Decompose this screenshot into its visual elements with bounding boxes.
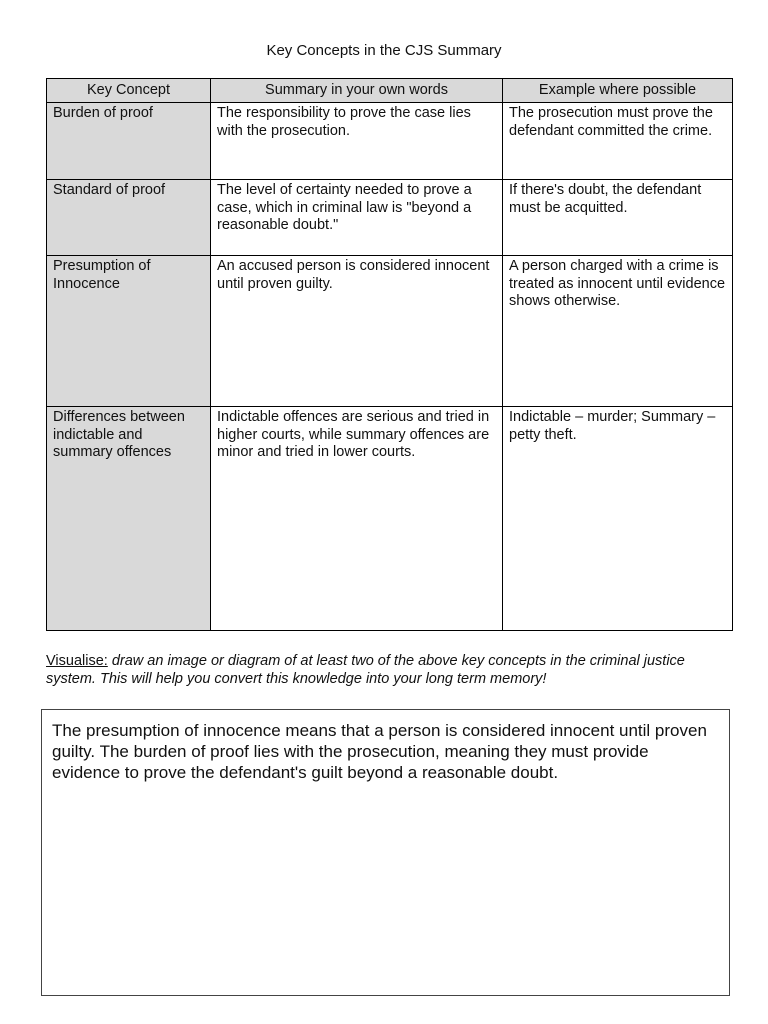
header-key-concept: Key Concept — [47, 79, 211, 103]
table-header-row — [47, 79, 733, 103]
example-cell[interactable]: If there's doubt, the defendant must be acquitted. — [503, 180, 733, 256]
concept-cell: Differences between indictable and summary offences — [47, 407, 211, 631]
key-concepts-table — [46, 78, 733, 631]
concept-cell: Burden of proof — [47, 103, 211, 180]
summary-cell[interactable]: The responsibility to prove the case lies with the prosecution. — [211, 103, 503, 180]
summary-cell[interactable]: An accused person is considered innocent until proven guilty. — [211, 256, 503, 407]
visualise-label: Visualise: — [46, 653, 108, 669]
visualise-instructions — [46, 653, 726, 688]
summary-cell[interactable]: The level of certainty needed to prove a case, which in criminal law is "beyond a reasonable doubt." — [211, 180, 503, 256]
header-example: Example where possible — [503, 79, 733, 103]
concept-cell: Standard of proof — [47, 180, 211, 256]
visualise-instruction-text: draw an image or diagram of at least two of the above key concepts in the criminal justice system. This will help you convert this knowledge into your long term memory! — [46, 653, 685, 687]
table-row — [47, 407, 733, 631]
summary-cell[interactable]: Indictable offences are serious and tried in higher courts, while summary offences are minor and tried in lower courts. — [211, 407, 503, 631]
answer-box[interactable] — [41, 709, 730, 996]
header-summary: Summary in your own words — [211, 79, 503, 103]
table-row — [47, 180, 733, 256]
example-cell[interactable]: A person charged with a crime is treated as innocent until evidence shows otherwise. — [503, 256, 733, 407]
answer-text: The presumption of innocence means that a person is considered innocent until proven guilty. The burden of proof lies with the prosecution, meaning they must provide evidence to prove the defendant's guilt beyond a reasonable doubt. — [52, 721, 707, 782]
table-row — [47, 256, 733, 407]
table-row — [47, 103, 733, 180]
example-cell[interactable]: The prosecution must prove the defendant committed the crime. — [503, 103, 733, 180]
page-title: Key Concepts in the CJS Summary — [266, 42, 502, 59]
example-cell[interactable]: Indictable – murder; Summary – petty theft. — [503, 407, 733, 631]
concept-cell: Presumption of Innocence — [47, 256, 211, 407]
